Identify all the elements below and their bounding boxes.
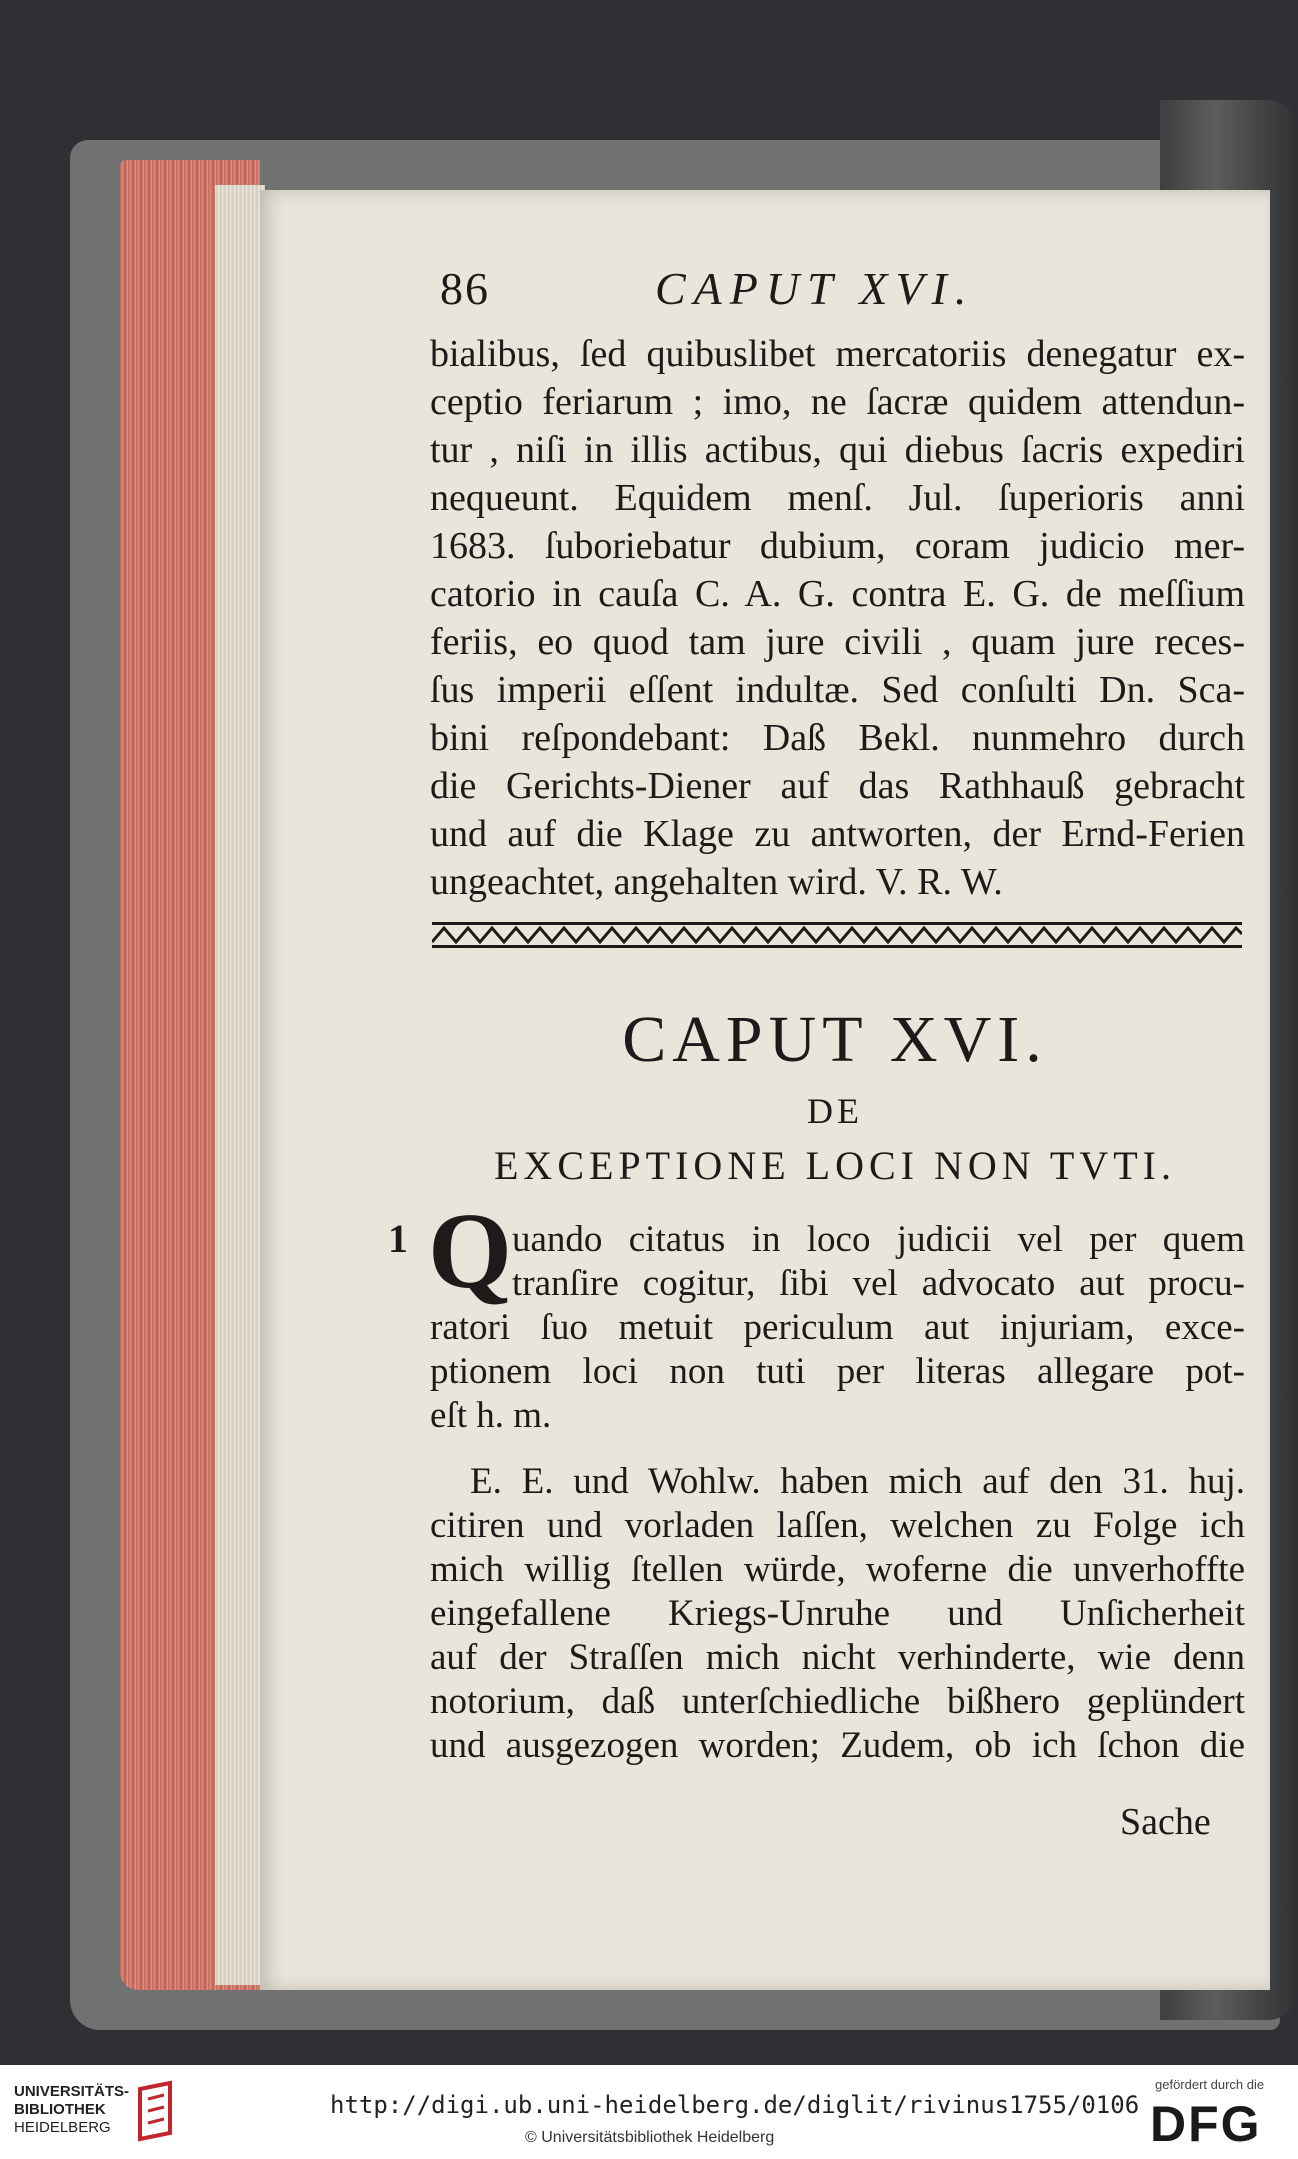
- catchword: Sache: [1120, 1801, 1211, 1843]
- text-line: bialibus, ſed quibuslibet mercatoriis denegatur ex-: [430, 333, 1245, 375]
- text-line: und auf die Klage zu antworten, der Ernd-Ferien: [430, 813, 1245, 855]
- running-title: CAPUT XVI.: [655, 263, 975, 314]
- text-line: eſt h. m.: [430, 1395, 552, 1436]
- library-name-line: UNIVERSITÄTS-: [14, 2083, 130, 2100]
- funder-label: gefördert durch die: [1155, 2077, 1265, 2092]
- page-number: 86: [440, 263, 490, 314]
- permalink-url[interactable]: http://digi.ub.uni-heidelberg.de/diglit/rivinus1755/0106: [330, 2091, 1140, 2119]
- text-line: tur , niſi in illis actibus, qui diebus ſacris expediri: [430, 429, 1245, 471]
- footer-bar: [0, 2065, 1298, 2159]
- text-line: ſus imperii eſſent indultæ. Sed conſulti Dn. Sca-: [430, 669, 1245, 711]
- ornament-border-icon: [432, 920, 1242, 950]
- paragraph-2: [430, 1460, 1245, 1768]
- body-top-text: [430, 330, 1245, 906]
- text-line: 1683. ſuboriebatur dubium, coram judicio mer-: [430, 525, 1245, 567]
- text-line: ratori ſuo metuit periculum aut injuriam, exce-: [430, 1307, 1245, 1348]
- text-line: bini reſpondebant: Daß Bekl. nunmehro durch: [430, 717, 1245, 759]
- chapter-title: CAPUT XVI.: [622, 1003, 1048, 1076]
- text-line: feriis, eo quod tam jure civili , quam jure reces-: [430, 621, 1245, 663]
- chapter-de: DE: [807, 1091, 863, 1131]
- copyright-notice: © Universitätsbibliothek Heidelberg: [525, 2129, 775, 2146]
- margin-paragraph-number: 1: [388, 1216, 408, 1261]
- page-header: [440, 262, 1260, 322]
- text-line: catorio in cauſa C. A. G. contra E. G. de meſſium: [430, 573, 1245, 615]
- text-line: auf der Straſſen mich nicht verhinderte, wie denn: [430, 1637, 1245, 1678]
- text-line: ceptio feriarum ; imo, ne ſacræ quidem attendun-: [430, 381, 1245, 423]
- text-line: tranſire cogitur, ſibi vel advocato aut procu-: [512, 1263, 1245, 1304]
- text-line: notorium, daß unterſchiedliche bißhero geplündert: [430, 1681, 1245, 1722]
- text-line: E. E. und Wohlw. haben mich auf den 31. huj.: [470, 1461, 1245, 1502]
- text-line: die Gerichts-Diener auf das Rathhauß gebracht: [430, 765, 1245, 807]
- chapter-subtitle: EXCEPTIONE LOCI NON TVTI.: [494, 1143, 1176, 1188]
- text-line: ptionem loci non tuti per literas allegare pot-: [430, 1351, 1245, 1392]
- text-line: mich willig ſtellen würde, woferne die unverhoffte: [430, 1549, 1245, 1590]
- text-line: nequeunt. Equidem menſ. Jul. ſuperioris anni: [430, 477, 1245, 519]
- text-line: citiren und vorladen laſſen, welchen zu Folge ich: [430, 1505, 1245, 1546]
- paragraph-1: [430, 1218, 1245, 1438]
- text-line: ungeachtet, angehalten wird. V. R. W.: [430, 861, 1003, 903]
- drop-capital: Q: [428, 1192, 513, 1311]
- dfg-logo: DFG: [1150, 2096, 1262, 2152]
- text-line: eingefallene Kriegs-Unruhe und Unſicherheit: [430, 1593, 1245, 1634]
- library-logo-text: [14, 2083, 129, 2137]
- library-name-line: BIBLIOTHEK: [14, 2101, 106, 2118]
- text-line: uando citatus in loco judicii vel per quem: [512, 1219, 1245, 1260]
- ornamental-divider: [432, 920, 1242, 950]
- library-name-line: HEIDELBERG: [14, 2119, 111, 2136]
- text-line: und ausgezogen worden; Zudem, ob ich ſchon die: [430, 1725, 1245, 1766]
- page-edges-stacked: [215, 185, 265, 1985]
- library-logo-icon: [130, 2079, 180, 2143]
